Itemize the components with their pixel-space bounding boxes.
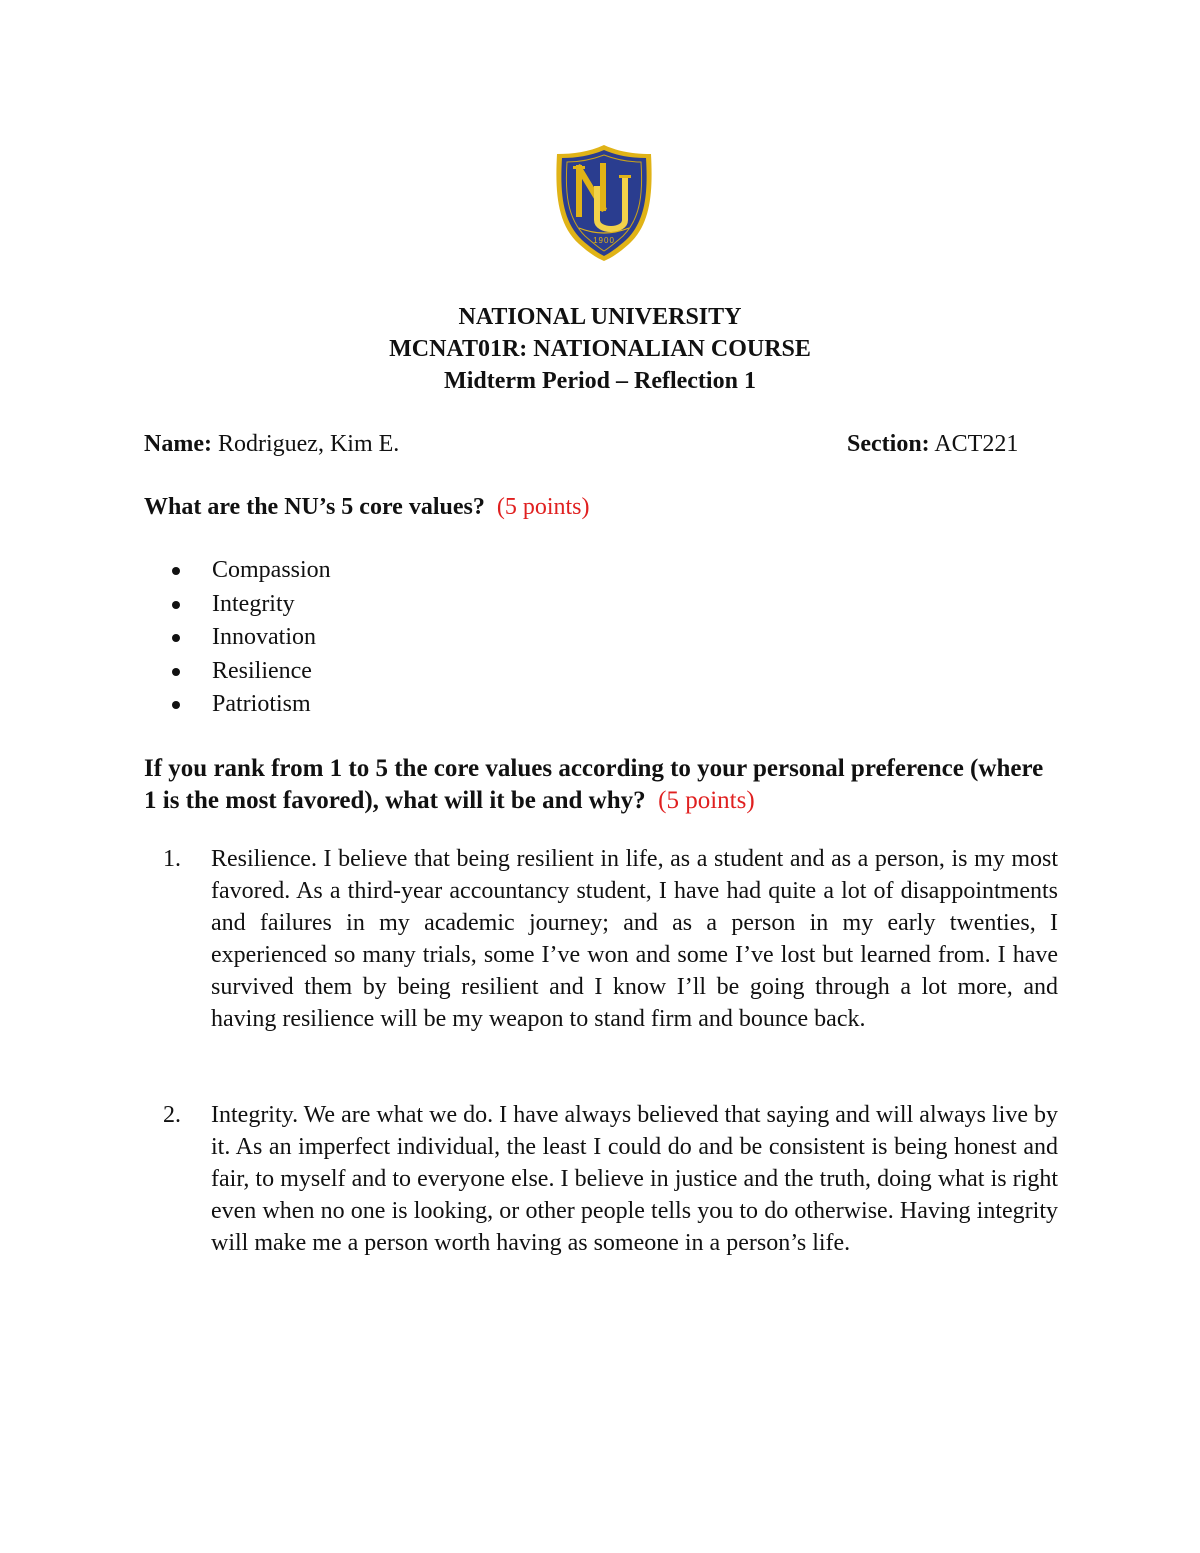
answer-item (163, 1099, 1058, 1259)
bullet-icon (172, 701, 180, 709)
question-core-values (144, 491, 1059, 523)
answer-number: 2. (163, 1102, 181, 1128)
section-label: Section: (847, 431, 930, 457)
core-value-text: Compassion (212, 557, 331, 583)
university-name: NATIONAL UNIVERSITY (458, 304, 742, 330)
bullet-icon (172, 668, 180, 676)
core-values-list (170, 554, 331, 722)
question-text: If you rank from 1 to 5 the core values according to your personal preference (where 1 is the most favored), what will it be and why? (144, 755, 1044, 814)
list-item (170, 688, 331, 722)
question-text: What are the NU’s 5 core values? (144, 494, 485, 520)
list-item (170, 621, 331, 655)
list-item (170, 588, 331, 622)
question-points: (5 points) (496, 494, 590, 520)
bullet-icon (172, 567, 180, 575)
logo-year-text: 1900 (593, 236, 615, 245)
section-value: ACT221 (934, 431, 1019, 457)
question-ranking (144, 753, 1059, 817)
answer-text: Resilience. I believe that being resilient in life, as a student and as a person, is my most favored. As a third-year accountancy student, I have had quite a lot of disappointments and failures in my academic journey; and as a person in my early twenties, I experienced so many trials, some I’ve won and some I’ve lost but learned from. I have survived them by being resilient and I know I’ll be going through a lot more, and having resilience will be my weapon to stand firm and bounce back. (211, 846, 1058, 1032)
name-value: Rodriguez, Kim E. (217, 431, 400, 457)
core-value-text: Innovation (212, 624, 316, 651)
course-title: MCNAT01R: NATIONALIAN COURSE (389, 336, 811, 362)
bullet-icon (172, 601, 180, 609)
bullet-icon (172, 634, 180, 642)
assignment-title: Midterm Period – Reflection 1 (444, 368, 756, 394)
core-value-text: Resilience (212, 657, 312, 684)
national-university-shield-logo (553, 142, 655, 264)
student-section-field (847, 428, 1018, 460)
name-label: Name: (144, 431, 212, 457)
core-value-text: Patriotism (212, 691, 311, 718)
list-item (170, 554, 331, 588)
answer-item (163, 843, 1058, 1035)
core-value-text: Integrity (212, 590, 295, 617)
question-points: (5 points) (658, 787, 755, 814)
answer-number: 1. (163, 846, 181, 872)
student-name-field (144, 428, 399, 460)
answer-text: Integrity. We are what we do. I have always believed that saying and will always live by it. As an imperfect individual, the least I could do and be consistent is being honest and fair, to myself and to everyone else. I believe in justice and the truth, doing what is right even when no one is looking, or other people tells you to do otherwise. Having integrity will make me a person worth having as someone in a person’s life. (211, 1102, 1058, 1256)
list-item (170, 655, 331, 689)
